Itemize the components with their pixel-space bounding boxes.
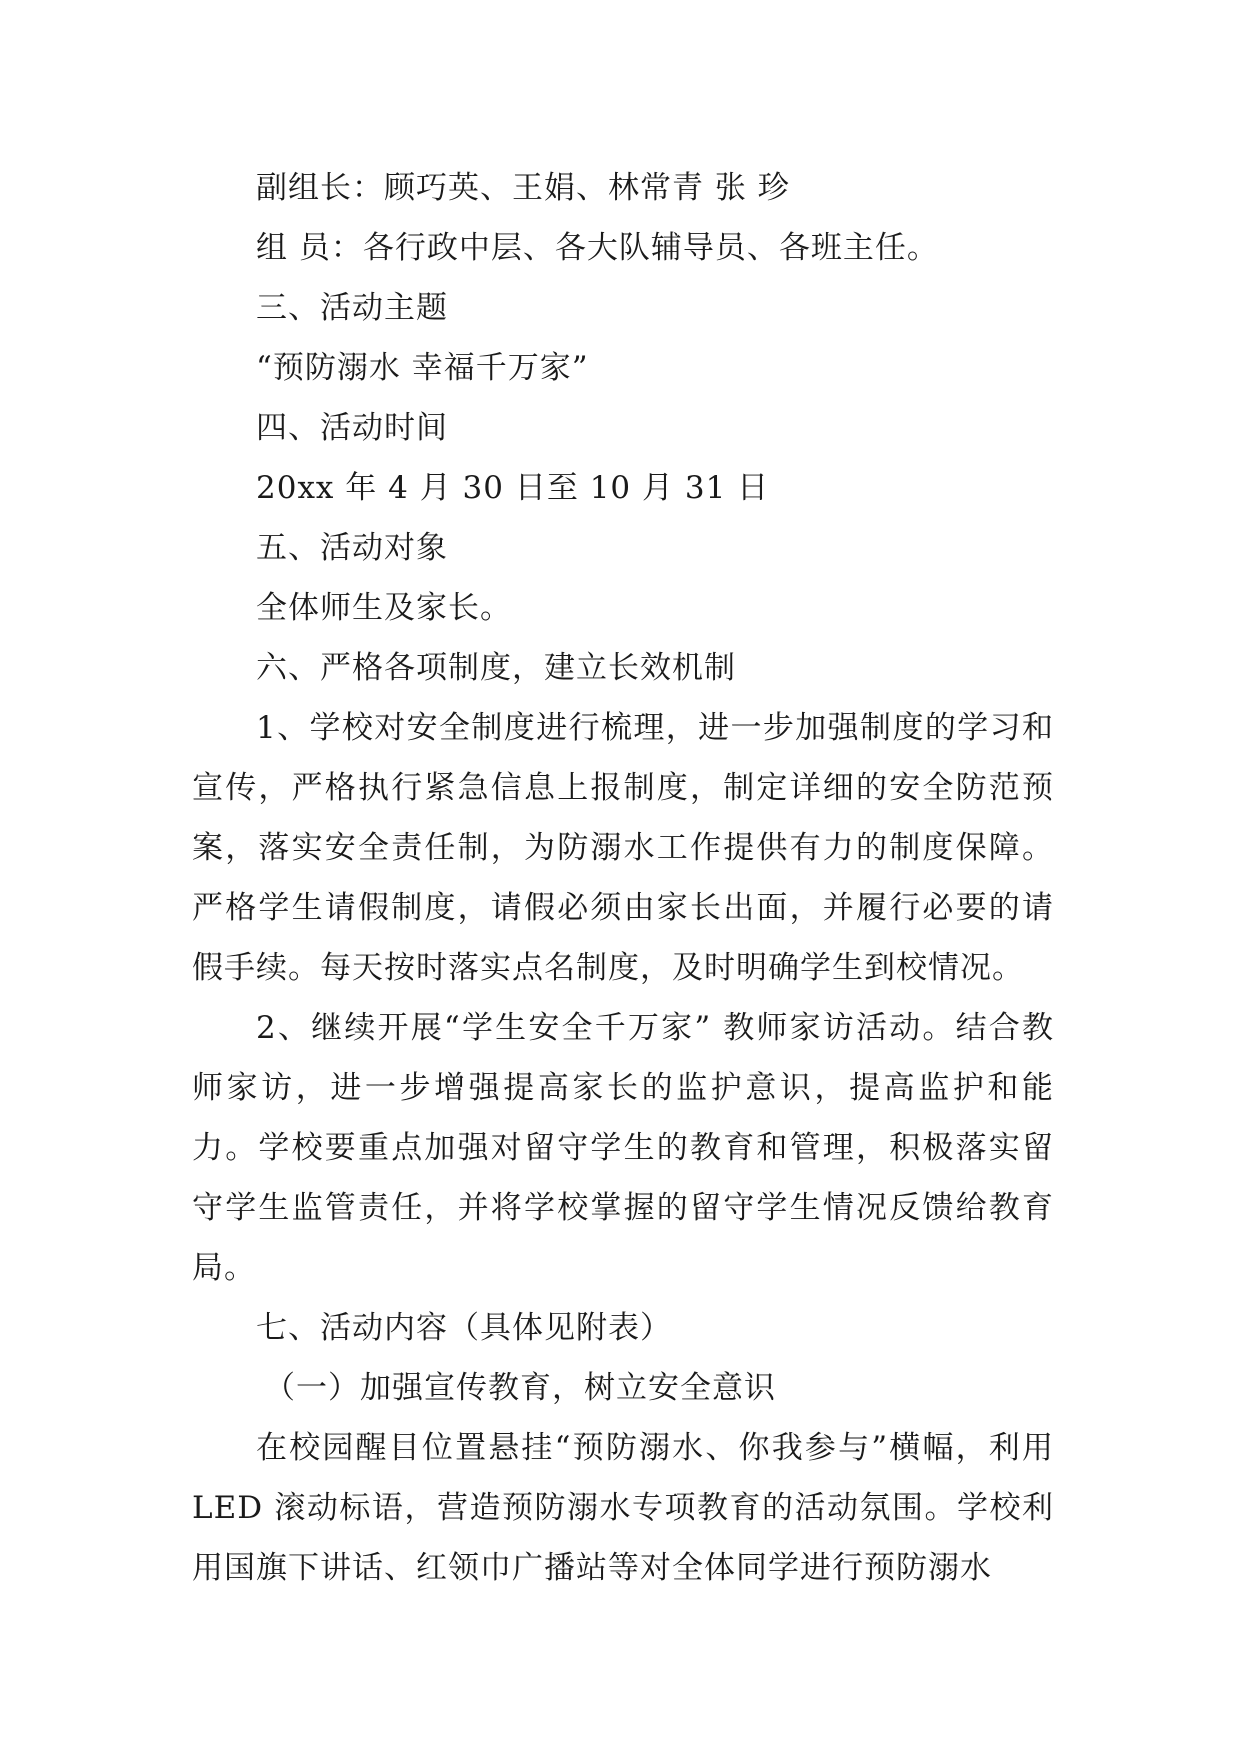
section-heading-rules: 六、严格各项制度，建立长效机制 bbox=[256, 650, 736, 686]
publicity-paragraph: 在校园醒目位置悬挂“预防溺水、你我参与”横幅，利用 LED 滚动标语，营造预防溺水专项教育的活动氛围。学校利用国旗下讲话、红领巾广播站等对全体同学进行预防溺水 bbox=[192, 1430, 1054, 1586]
theme-slogan: “预防溺水 幸福千万家” bbox=[256, 350, 589, 386]
section-heading-target: 五、活动对象 bbox=[256, 530, 448, 566]
members-line: 组 员：各行政中层、各大队辅导员、各班主任。 bbox=[256, 230, 939, 266]
section-heading-theme: 三、活动主题 bbox=[256, 290, 448, 326]
rules-item-2: 2、继续开展“学生安全千万家” 教师家访活动。结合教师家访，进一步增强提高家长的监护意识，提高监护和能力。学校要重点加强对留守学生的教育和管理，积极落实留守学生监管责任，并将学校掌握的留守学生情况反馈给教育局。 bbox=[192, 1010, 1054, 1286]
document-body bbox=[192, 158, 1054, 1598]
section-heading-content: 七、活动内容（具体见附表） bbox=[256, 1310, 672, 1346]
subsection-heading-publicity: （一）加强宣传教育，树立安全意识 bbox=[264, 1370, 776, 1406]
activity-time: 20xx 年 4 月 30 日至 10 月 31 日 bbox=[256, 470, 770, 506]
section-heading-time: 四、活动时间 bbox=[256, 410, 448, 446]
rules-item-1: 1、学校对安全制度进行梳理，进一步加强制度的学习和宣传，严格执行紧急信息上报制度，制定详细的安全防范预案，落实安全责任制，为防溺水工作提供有力的制度保障。严格学生请假制度，请假必须由家长出面，并履行必要的请假手续。每天按时落实点名制度，及时明确学生到校情况。 bbox=[192, 710, 1054, 986]
activity-target: 全体师生及家长。 bbox=[256, 590, 512, 626]
vice-leaders-line: 副组长：顾巧英、王娟、林常青 张 珍 bbox=[256, 170, 790, 206]
